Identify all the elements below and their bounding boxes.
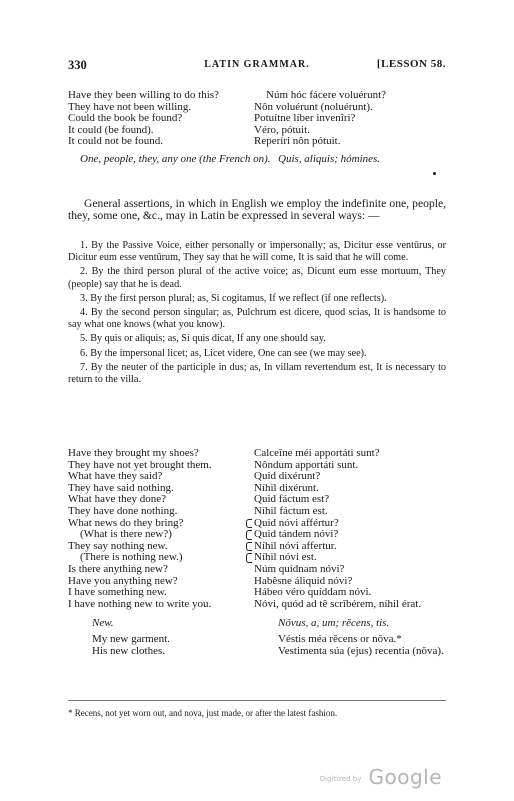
lesson-label: [LESSON 58. (376, 58, 446, 70)
english-phrase: They say nothing new. (68, 539, 168, 552)
english-phrase: They have done nothing. (68, 504, 178, 517)
latin-phrase: Véro, pótuit. (254, 123, 310, 136)
english-phrase: They have said nothing. (68, 481, 174, 494)
english-phrase: They have not been willing. (68, 100, 192, 113)
latin-phrase: Hábeo véro quíddam nóvi. (254, 586, 372, 599)
rule-item: 6. By the impersonal licet; as, Licet videre, One can see (we may see). (80, 347, 367, 359)
pair-row (68, 136, 446, 148)
footnote-divider (68, 700, 446, 701)
pair-row (68, 90, 446, 102)
rule-item: 4. By the second person singular; as, Pulchrum est dicere, quod scias, It is handsome to say what one knows (what you know). (68, 307, 446, 331)
english-phrase: Is there anything new? (68, 562, 168, 575)
latin-phrase: Habêsne áliquid nóvi? (254, 574, 353, 587)
google-logo: Google (368, 765, 442, 789)
english-phrase: Have they been willing to do this? (68, 89, 219, 101)
observation-paragraph: General assertions, in which in English we employ the indefinite one, people, they, some one, &c., may in Latin be expressed in several ways: — (68, 197, 446, 223)
pair-row (68, 154, 446, 166)
latin-phrase: Quid dixérunt? (254, 470, 321, 483)
english-phrase: His new clothes. (92, 644, 166, 657)
latin-phrase: Nôn voluérunt (noluérunt). (254, 100, 373, 113)
latin-phrase: Nóvi, quód ad tê scrîbérem, níhil érat. (254, 597, 422, 610)
english-phrase: (What is there new?) (80, 528, 172, 541)
rules-list (68, 240, 446, 388)
pair-row (68, 448, 446, 460)
latin-phrase: Vestimenta súa (ejus) recentia (nŏva). (278, 644, 444, 657)
pair-row (68, 599, 446, 611)
english-phrase: What news do they bring? (68, 516, 184, 529)
pair-row (68, 564, 446, 576)
english-phrase: New. (92, 617, 114, 630)
english-phrase: I have something new. (68, 586, 167, 599)
english-phrase: Have they brought my shoes? (68, 447, 199, 459)
watermark-prefix: Digitized by (319, 775, 362, 783)
rule-item: 2. By the third person plural of the active voice; as, Dicunt eum esse mortuum, They (people) say that he is dead. (68, 266, 446, 290)
english-phrase: One, people, they, any one (the French on). (80, 152, 271, 165)
latin-phrase: Núm hóc fácere voluérunt? (266, 89, 387, 101)
running-title: LATIN GRAMMAR. (204, 59, 310, 70)
page-header (68, 58, 446, 74)
english-phrase: It could (be found). (68, 123, 154, 136)
latin-phrase: Níhil dixérunt. (254, 481, 319, 494)
latin-phrase: Reperíri nôn pótuit. (254, 135, 341, 148)
rule-item: 1. By the Passive Voice, either personally or impersonally; as, Dicitur esse ventūrus, or Dicitur eum esse ventūrum, They say that he will come, It is said that he will come. (68, 240, 446, 264)
latin-phrase: Potuítne líber invenîri? (254, 112, 356, 125)
pair-row (68, 634, 446, 646)
pair-row (68, 646, 446, 658)
pair-row (68, 618, 446, 630)
pair-row (68, 506, 446, 518)
latin-phrase: Nŏvus, a, um; rĕcens, tis. (278, 617, 390, 630)
latin-phrase: Quis, aliquis; hómines. (278, 152, 381, 165)
latin-phrase: Véstis méa rĕcens or nŏva.* (278, 632, 402, 645)
latin-phrase: Nôndum apportáti sunt. (254, 458, 359, 471)
bottom-exercise-pairs (68, 448, 446, 657)
page-number: 330 (68, 58, 87, 72)
english-phrase: My new garment. (92, 632, 170, 645)
rule-item: 7. By the neuter of the participle in dus; as, In villam revertendum est, It is necessary to return to the villa. (68, 361, 446, 386)
pair-row (68, 529, 446, 541)
digitized-watermark (320, 765, 442, 789)
latin-phrase: Níhil nóvi affertur. (254, 541, 446, 553)
rule-item: 3. By the first person plural; as, Si cogitamus, If we reflect (if one reflects). (80, 292, 387, 304)
english-phrase: They have not yet brought them. (68, 458, 212, 471)
latin-phrase: Quid fáctum est? (254, 493, 330, 506)
latin-phrase: Quid nóvi affértur? (254, 518, 446, 530)
latin-phrase: Níhil nóvi est. (254, 552, 446, 564)
rule-item: 5. By quis or aliquis; as, Si quis dicat, If any one should say. (80, 333, 326, 345)
english-phrase: I have nothing new to write you. (68, 597, 212, 610)
top-exercise-pairs (68, 90, 446, 166)
footnote: * Recens, not yet worn out, and nova, just made, or after the latest fashion. (68, 708, 338, 718)
english-phrase: Have you anything new? (68, 574, 178, 587)
ink-dot (433, 172, 436, 175)
pair-row (68, 587, 446, 599)
english-phrase: It could not be found. (68, 135, 164, 148)
latin-phrase: Calceīne méi apportáti sunt? (254, 447, 380, 459)
english-phrase: (There is nothing new.) (80, 551, 183, 564)
latin-phrase: Níhil fáctum est. (254, 504, 328, 517)
latin-phrase: Quid tándem nóvi? (254, 529, 446, 541)
english-phrase: What have they said? (68, 470, 163, 483)
english-phrase: Could the book be found? (68, 112, 183, 125)
latin-phrase: Núm quídnam nóvi? (254, 562, 345, 575)
english-phrase: What have they done? (68, 493, 167, 506)
